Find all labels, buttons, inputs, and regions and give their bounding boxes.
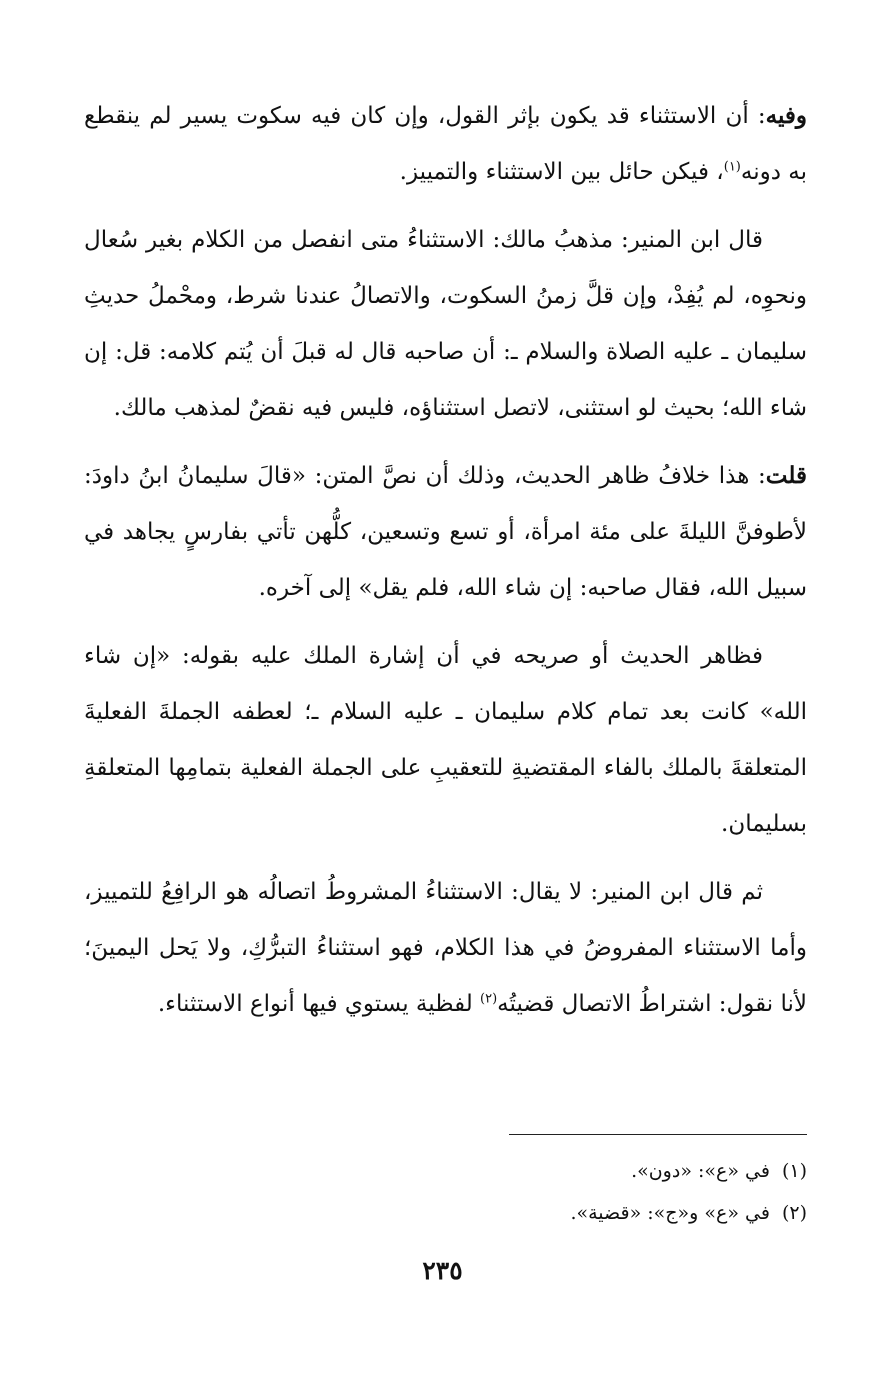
paragraph-1-text: : أن الاستثناء قد يكون بإثر القول، وإن كان فيه سكوت يسير لم ينقطع به دونه xyxy=(84,103,807,185)
main-text xyxy=(84,88,807,1044)
paragraph-1 xyxy=(84,88,807,200)
paragraph-3-text: : هذا خلافُ ظاهر الحديث، وذلك أن نصَّ المتن: «قالَ سليمانُ ابنُ داودَ: لأطوفنَّ الليلةَ على مئة امرأة، أو تسع وتسعين، كلُّهن تأتي بفارسٍ يجاهد في سبيل الله، فقال صاحبه: إن شاء الله، فلم يقل» إلى آخره. xyxy=(84,463,807,601)
footnote-ref-1[interactable]: (١) xyxy=(723,159,741,175)
paragraph-3 xyxy=(84,448,807,616)
paragraph-2 xyxy=(84,212,807,436)
paragraph-5-tail: لفظية يستوي فيها أنواع الاستثناء. xyxy=(157,991,481,1017)
footnote-1 xyxy=(84,1150,807,1192)
paragraph-4-text: فظاهر الحديث أو صريحه في أن إشارة الملك عليه بقوله: «إن شاء الله» كانت بعد تمام كلام سليمان ـ عليه السلام ـ؛ لعطفه الجملةَ الفعليةَ المتعلقةَ بالملك بالفاء المقتضيةِ للتعقيبِ على الجملة الفعلية بتمامِها المتعلقةِ بسليمان. xyxy=(84,643,807,837)
footnote-2-number: (٢) xyxy=(781,1202,807,1224)
footnote-2 xyxy=(84,1192,807,1234)
page-number: ٢٣٥ xyxy=(422,1256,463,1285)
paragraph-2-text: قال ابن المنير: مذهبُ مالك: الاستثناءُ متى انفصل من الكلام بغير سُعال ونحوِه، لم يُفِدْ، وإن قلَّ زمنُ السكوت، والاتصالُ عندنا شرط، ومحْملُ حديثِ سليمان ـ عليه الصلاة والسلام ـ: أن صاحبه قال له قبلَ أن يُتم كلامه: قل: إن شاء الله؛ بحيث لو استثنى، لاتصل استثناؤه، فليس فيه نقضٌ لمذهب مالك. xyxy=(84,227,807,421)
footnote-1-number: (١) xyxy=(781,1160,807,1182)
footnote-divider xyxy=(509,1134,807,1135)
footnote-2-text: في «ع» و«ج»: «قضية». xyxy=(570,1202,770,1224)
paragraph-1-tail: ، فيكن حائل بين الاستثناء والتمييز. xyxy=(399,159,724,185)
footnote-ref-2[interactable]: (٢) xyxy=(480,991,498,1007)
paragraph-5 xyxy=(84,864,807,1032)
footnote-1-text: في «ع»: «دون». xyxy=(631,1160,770,1182)
paragraph-1-lead: وفيه xyxy=(765,102,807,129)
paragraph-4 xyxy=(84,628,807,852)
footnotes xyxy=(84,1150,807,1234)
paragraph-3-lead: قلت xyxy=(765,462,807,489)
paragraph-5-text: ثم قال ابن المنير: لا يقال: الاستثناءُ المشروطُ اتصالُه هو الرافِعُ للتمييز، وأما الاستثناء المفروضُ في هذا الكلام، فهو استثناءُ التبرُّكِ، ولا يَحل اليمينَ؛ لأنا نقول: اشتراطُ الاتصال قضيتُه xyxy=(84,879,807,1017)
